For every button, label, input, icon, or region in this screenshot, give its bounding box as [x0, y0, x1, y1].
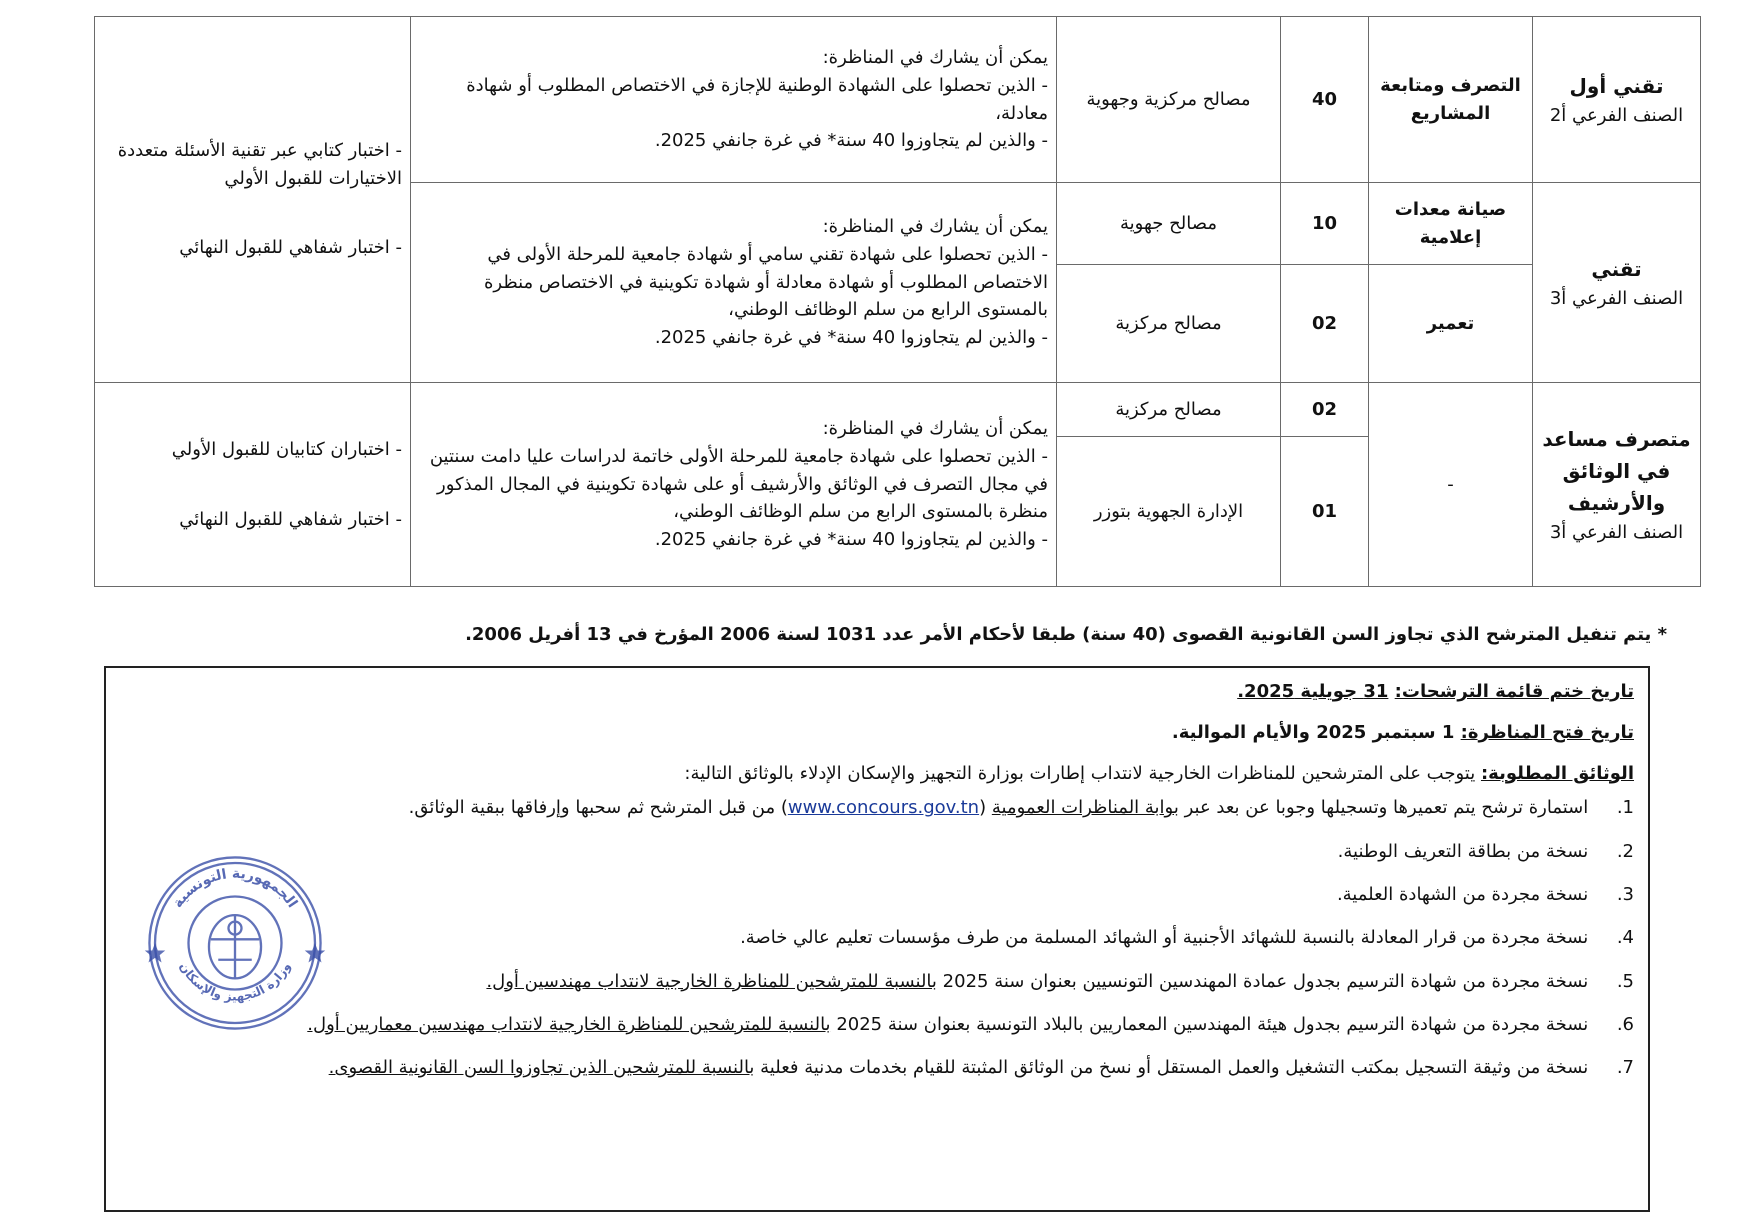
list-item: [120, 881, 1634, 910]
seal-text-top: الجمهورية التونسية: [169, 865, 301, 911]
portal-link[interactable]: www.concours.gov.tn: [787, 797, 980, 819]
list-item: [120, 1054, 1634, 1083]
location-cell: مصالح جهوية: [1057, 183, 1281, 265]
tests-cell: [95, 383, 411, 587]
condition-line: - الذين تحصلوا على شهادة تقني سامي أو شهادة جامعية للمرحلة الأولى في الاختصاص المطلوب أو شهادة معادلة أو شهادة تكوينية في الاختصاص منظرة بالمستوى الرابع من سلم الوظائف الوطني،: [484, 243, 1048, 321]
condition-line: - والذين لم يتجاوزوا 40 سنة* في غرة جانفي 2025.: [654, 529, 1048, 551]
item-text: نسخة مجردة من قرار المعادلة بالنسبة للشهائد الأجنبية أو الشهائد المسلمة من طرف مؤسسات تعليم عالي خاصة.: [740, 927, 1589, 949]
grade-title: تقني: [1591, 256, 1642, 281]
specialty-cell: صيانة معدات إعلامية: [1369, 183, 1533, 265]
test-line: - اختباران كتابيان للقبول الأولي: [171, 438, 402, 460]
list-item: [120, 1011, 1634, 1040]
tests-cell: [95, 17, 411, 383]
closing-date-label: تاريخ ختم قائمة الترشحات:: [1394, 681, 1634, 702]
opening-date-value: 1 سبتمبر 2025 والأيام الموالية.: [1171, 721, 1455, 743]
item-underlined: بالنسبة للمترشحين للمناظرة الخارجية لانتداب مهندسين أول.: [486, 970, 937, 992]
test-line: - اختبار كتابي عبر تقنية الأسئلة متعددة الاختيارات للقبول الأولي: [117, 139, 402, 189]
list-item: [120, 924, 1634, 953]
positions-count: 01: [1281, 437, 1369, 587]
positions-count: 10: [1281, 183, 1369, 265]
conditions-cell: [411, 383, 1057, 587]
condition-line: - والذين لم يتجاوزوا 40 سنة* في غرة جانفي 2025.: [654, 327, 1048, 349]
item-number: 2.: [1616, 840, 1634, 862]
positions-table: [94, 16, 1701, 587]
required-docs-list: [120, 794, 1634, 1083]
condition-line: يمكن أن يشارك في المناظرة:: [822, 215, 1048, 237]
condition-line: - والذين لم يتجاوزوا 40 سنة* في غرة جانفي 2025.: [654, 130, 1048, 152]
item-underlined: بالنسبة للمترشحين للمناظرة الخارجية لانتداب مهندسين معماريين أول.: [307, 1013, 831, 1035]
list-item: 1. استمارة ترشح يتم تعميرها وتسجيلها وجوبا عن بعد عبر بوابة المناظرات العمومية (www.concours.gov.tn) من قبل المترشح ثم سحبها وإرفاقها ببقية الوثائق.: [120, 794, 1634, 823]
test-line: - اختبار شفاهي للقبول النهائي: [179, 508, 402, 530]
item-text: استمارة ترشح يتم تعميرها وتسجيلها وجوبا عن بعد عبر: [1178, 797, 1589, 819]
condition-line: يمكن أن يشارك في المناظرة:: [822, 46, 1048, 68]
item-number: 1.: [1616, 797, 1634, 819]
item-number: 6.: [1616, 1013, 1634, 1035]
item-underlined: بالنسبة للمترشحين الذين تجاوزوا السن القانونية القصوى.: [328, 1057, 755, 1079]
item-text: من قبل المترشح ثم سحبها وإرفاقها ببقية الوثائق.: [408, 797, 781, 819]
item-number: 4.: [1616, 927, 1634, 949]
test-line: - اختبار شفاهي للقبول النهائي: [179, 237, 402, 259]
grade-subcategory: الصنف الفرعي أ3: [1549, 287, 1684, 309]
list-item: [120, 968, 1634, 997]
location-cell: مصالح مركزية: [1057, 383, 1281, 437]
table-row: [95, 383, 1701, 437]
required-docs-intro: [120, 760, 1634, 789]
opening-date: [120, 719, 1634, 748]
item-text: نسخة مجردة من شهادة الترسيم بجدول عمادة المهندسين التونسيين بعنوان سنة 2025: [936, 970, 1589, 992]
conditions-cell: [411, 17, 1057, 183]
specialty-cell: تعمير: [1369, 265, 1533, 383]
positions-count: 02: [1281, 265, 1369, 383]
positions-count: 40: [1281, 17, 1369, 183]
condition-line: - الذين تحصلوا على شهادة جامعية للمرحلة الأولى خاتمة لدراسات عليا دامت سنتين في مجال التصرف في الوثائق والأرشيف أو على شهادة تكوينية في المجال المذكور منظرة بالمستوى الرابع من سلم الوظائف الوطني،: [429, 445, 1048, 523]
item-text: نسخة من وثيقة التسجيل بمكتب التشغيل والعمل المستقل أو نسخ من الوثائق المثبتة للقيام بخدمات مدنية فعلية: [754, 1057, 1589, 1079]
ministry-seal-icon: [142, 850, 328, 1036]
specialty-cell: -: [1369, 383, 1533, 587]
item-number: 5.: [1616, 970, 1634, 992]
grade-cell: [1533, 183, 1701, 383]
grade-title: متصرف مساعد في الوثائق والأرشيف: [1542, 426, 1691, 515]
location-cell: مصالح مركزية: [1057, 265, 1281, 383]
application-info-box: [104, 666, 1650, 1212]
closing-date: [120, 678, 1634, 707]
portal-name: بوابة المناظرات العمومية: [991, 797, 1179, 819]
grade-subcategory: الصنف الفرعي أ3: [1549, 521, 1684, 543]
opening-date-label: تاريخ فتح المناظرة:: [1460, 721, 1634, 743]
item-text: نسخة من بطاقة التعريف الوطنية.: [1337, 840, 1589, 862]
grade-title: تقني أول: [1569, 73, 1664, 98]
grade-cell: [1533, 17, 1701, 183]
item-number: 7.: [1616, 1057, 1634, 1079]
grade-cell: [1533, 383, 1701, 587]
seal-text-bottom: وزارة التجهيز والإسكان: [176, 959, 294, 1004]
table-row: [95, 17, 1701, 183]
grade-subcategory: الصنف الفرعي أ2: [1549, 104, 1684, 126]
condition-line: يمكن أن يشارك في المناظرة:: [822, 417, 1048, 439]
svg-text:الجمهورية التونسية: [170, 866, 301, 911]
specialty-cell: التصرف ومتابعة المشاريع: [1369, 17, 1533, 183]
required-docs-label: الوثائق المطلوبة:: [1480, 762, 1634, 784]
item-text: نسخة مجردة من الشهادة العلمية.: [1336, 883, 1589, 905]
item-number: 3.: [1616, 883, 1634, 905]
location-cell: الإدارة الجهوية بتوزر: [1057, 437, 1281, 587]
conditions-cell: [411, 183, 1057, 383]
location-cell: مصالح مركزية وجهوية: [1057, 17, 1281, 183]
list-item: [120, 838, 1634, 867]
closing-date-value: 31 جويلية 2025.: [1237, 681, 1389, 702]
required-docs-text: يتوجب على المترشحين للمناظرات الخارجية لانتداب إطارات بوزارة التجهيز والإسكان الإدلاء بالوثائق التالية:: [684, 762, 1476, 784]
condition-line: - الذين تحصلوا على الشهادة الوطنية للإجازة في الاختصاص المطلوب أو شهادة معادلة،: [466, 74, 1048, 124]
item-text: نسخة مجردة من شهادة الترسيم بجدول هيئة المهندسين المعماريين بالبلاد التونسية بعنوان سنة 2025: [830, 1013, 1589, 1035]
positions-count: 02: [1281, 383, 1369, 437]
age-footnote: * يتم تنفيل المترشح الذي تجاوز السن القانونية القصوى (40 سنة) طبقا لأحكام الأمر عدد 1031 لسنة 2006 المؤرخ في 13 أفريل 2006.: [465, 624, 1667, 645]
